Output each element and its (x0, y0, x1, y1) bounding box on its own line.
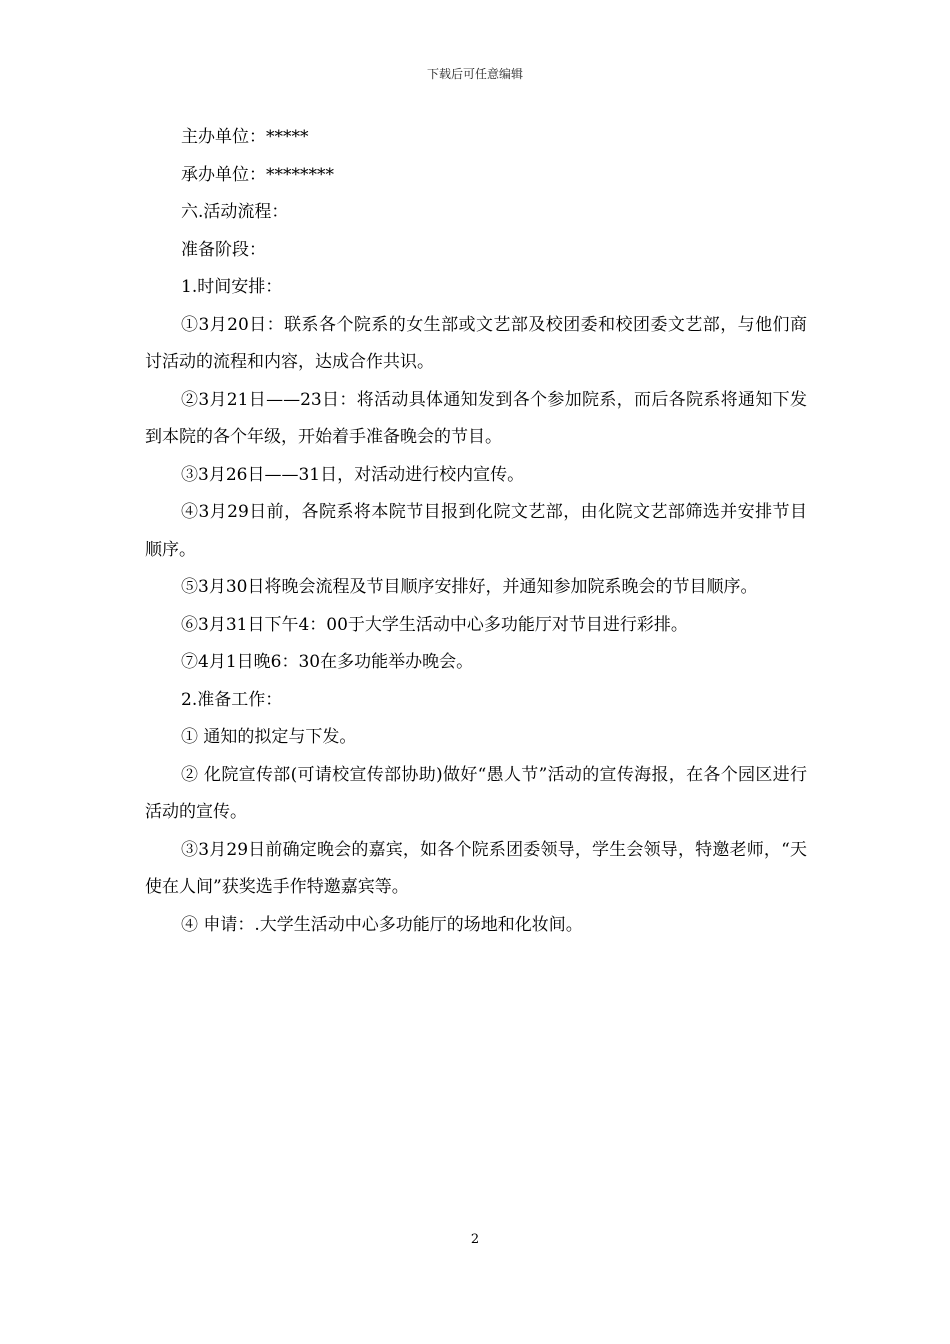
paragraph-co-organizer: 承办单位：******** (181, 164, 334, 185)
paragraph-organizer: 主办单位：***** (181, 127, 309, 147)
subheading-schedule: 1.时间安排： (181, 277, 283, 297)
schedule-item-5: ⑤3月30日将晚会流程及节目顺序安排好，并通知参加院系晚会的节目顺序。 (181, 577, 758, 597)
work-item-4: ④ 申请：.大学生活动中心多功能厅的场地和化妆间。 (181, 914, 583, 935)
schedule-item-6: ⑥3月31日下午4：00于大学生活动中心多功能厅对节目进行彩排。 (181, 614, 688, 635)
work-item-3: ③3月29日前确定晚会的嘉宾，如各个院系团委领导，学生会领导，特邀老师，“天使在人间”获奖选手作特邀嘉宾等。 (145, 839, 807, 897)
page-number: 2 (470, 1232, 480, 1247)
work-item-2: ② 化院宣传部(可请校宣传部协助)做好“愚人节”活动的宣传海报，在各个园区进行活动的宣传。 (145, 764, 807, 822)
schedule-item-7: ⑦4月1日晚6：30在多功能举办晚会。 (181, 652, 474, 672)
subheading-preparation-work: 2.准备工作： (181, 689, 283, 710)
page-header: 下载后可任意编辑 (426, 67, 523, 81)
subheading-preparation-stage: 准备阶段： (181, 239, 266, 260)
section-heading-process: 六.活动流程： (181, 202, 289, 222)
document-body (145, 119, 807, 944)
schedule-item-1: ①3月20日：联系各个院系的女生部或文艺部及校团委和校团委文艺部，与他们商讨活动的流程和内容，达成合作共识。 (145, 314, 807, 372)
schedule-item-3: ③3月26日——31日，对活动进行校内宣传。 (181, 464, 525, 485)
work-item-1: ① 通知的拟定与下发。 (181, 727, 357, 747)
schedule-item-2: ②3月21日——23日：将活动具体通知发到各个参加院系，而后各院系将通知下发到本院的各个年级，开始着手准备晚会的节目。 (145, 389, 807, 447)
schedule-item-4: ④3月29日前，各院系将本院节目报到化院文艺部，由化院文艺部筛选并安排节目顺序。 (145, 502, 807, 560)
